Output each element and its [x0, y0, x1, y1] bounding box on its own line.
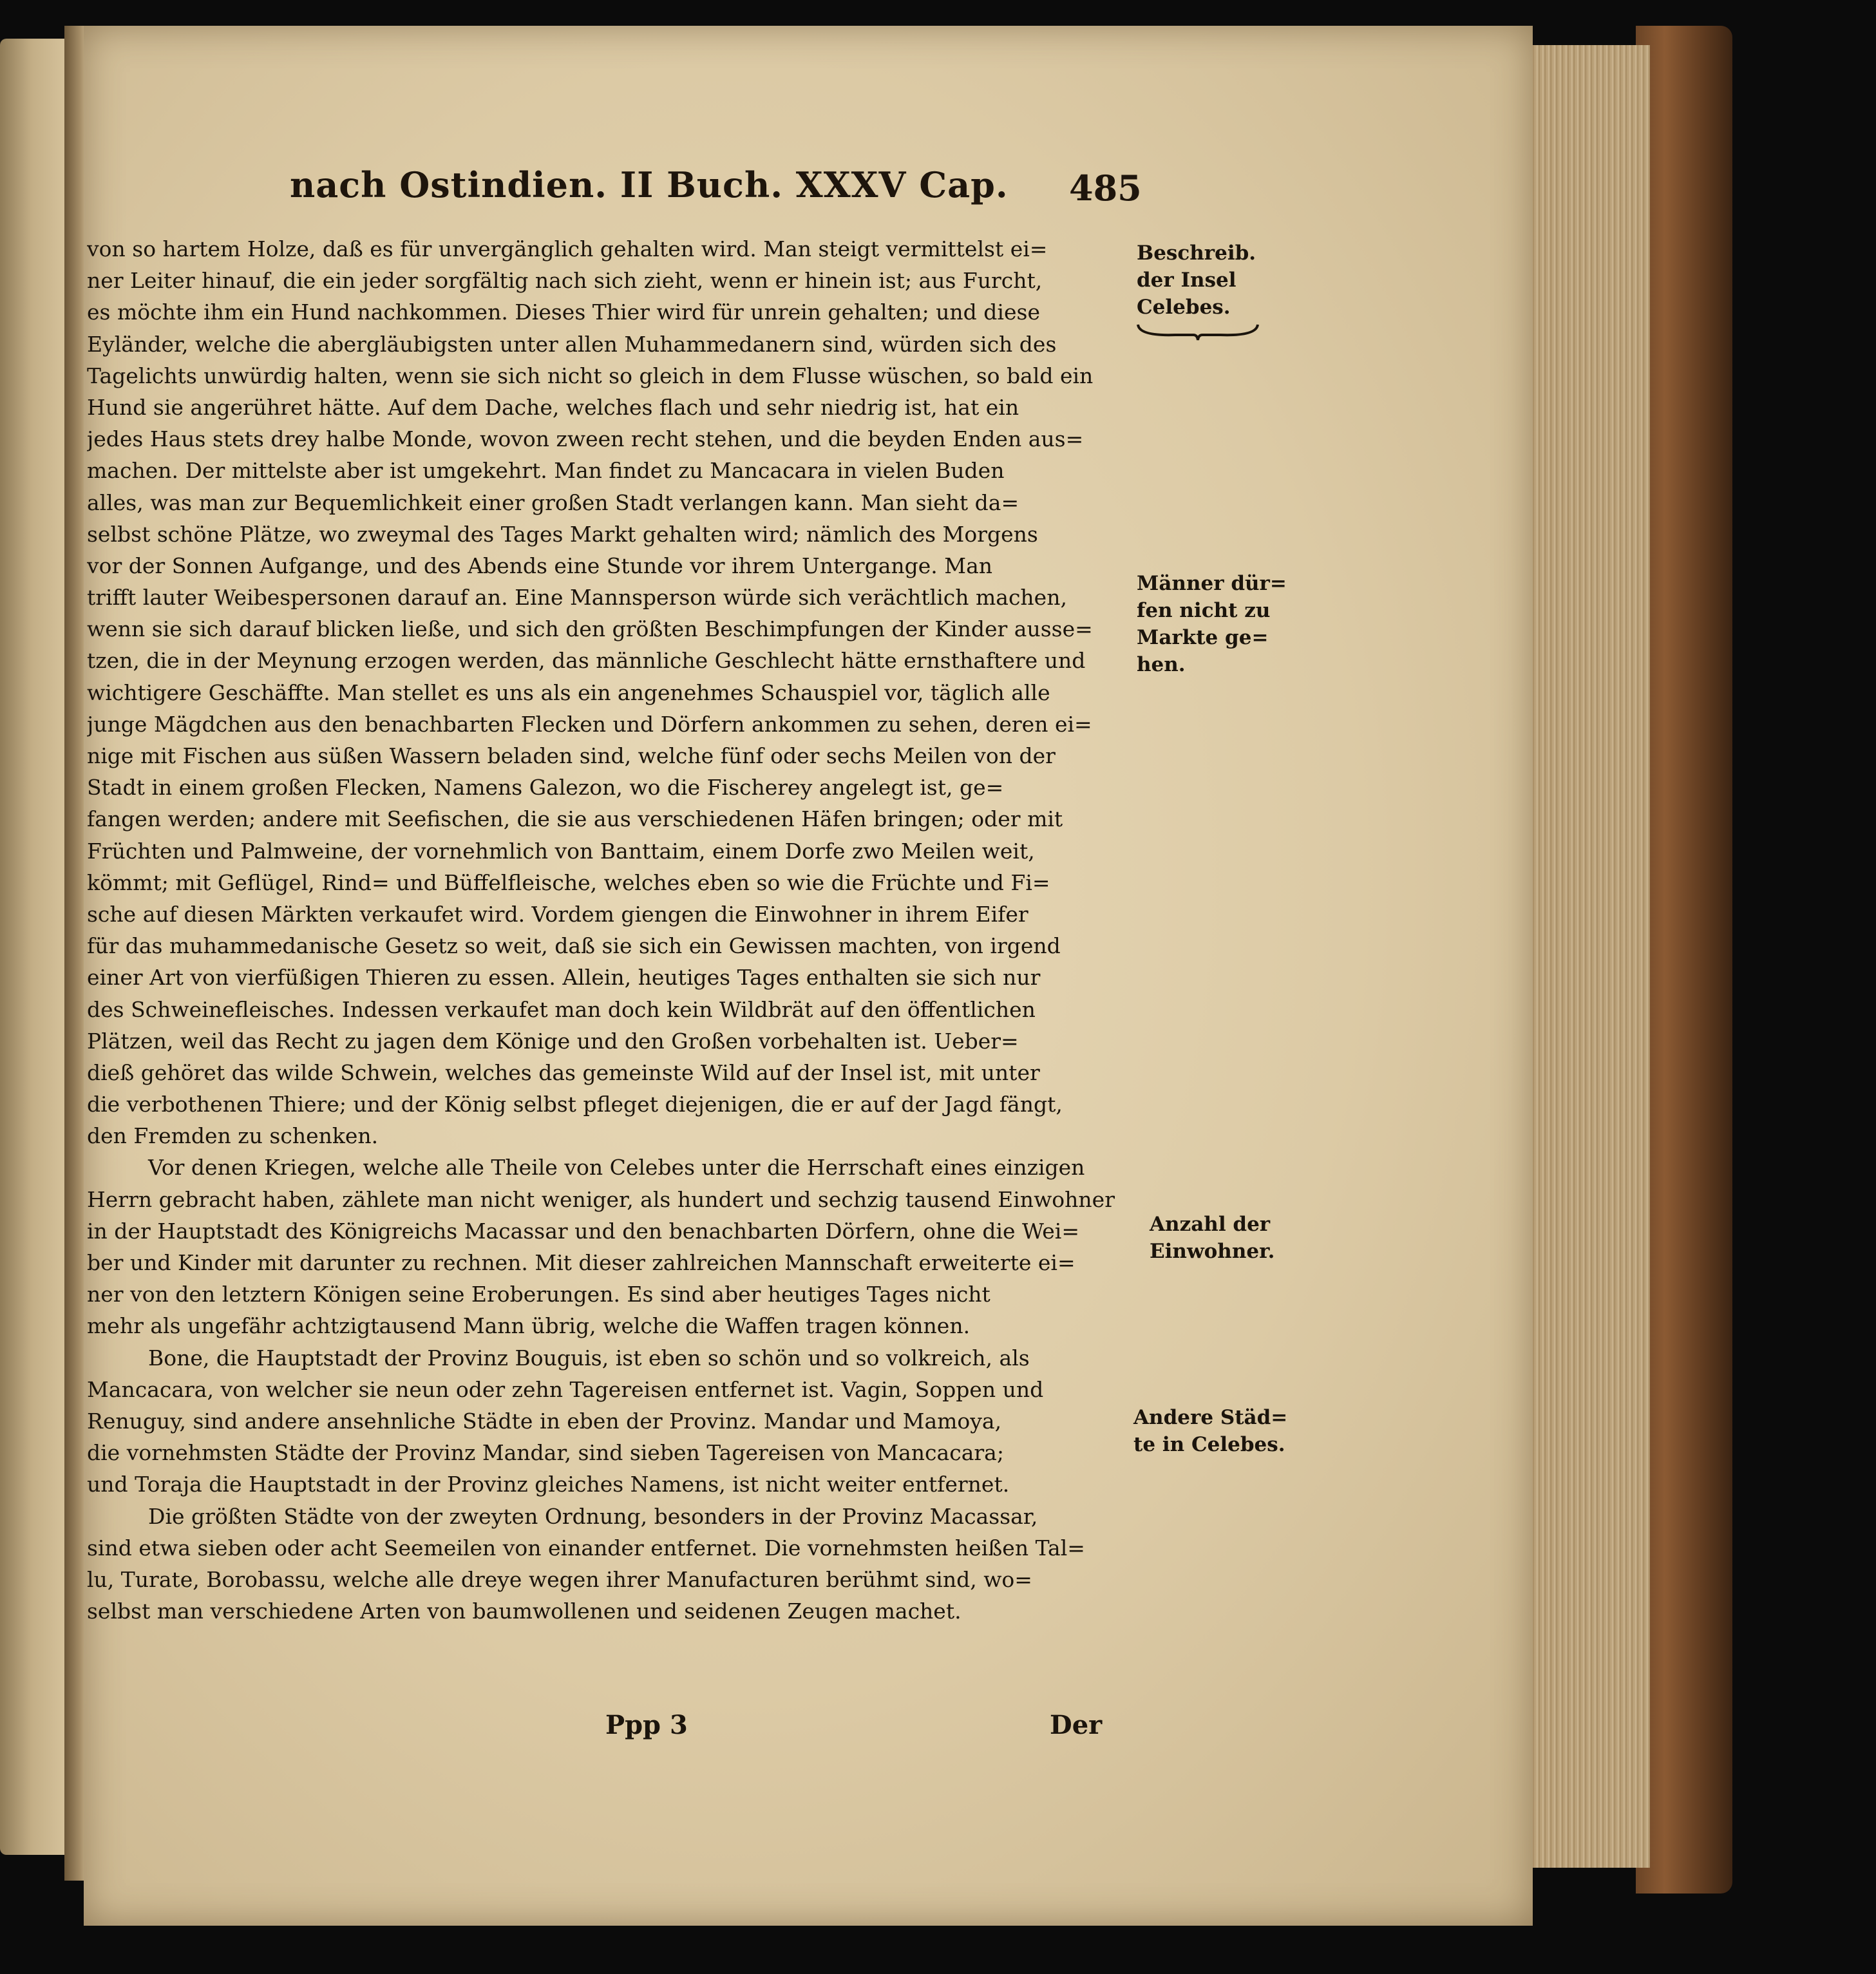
text-line: ber und Kinder mit darunter zu rechnen. Mit dieser zahlreichen Mannschaft erweiterte ei=: [87, 1250, 1075, 1275]
text-line: Tagelichts unwürdig halten, wenn sie sich nicht so gleich in dem Flusse wüschen, so bald ein: [87, 363, 1094, 388]
text-line: für das muhammedanische Gesetz so weit, daß sie sich ein Gewissen machten, von irgend: [87, 933, 1061, 959]
running-title: nach Ostindien. II Buch. XXXV Cap.: [290, 164, 1009, 205]
text-line: Vor denen Kriegen, welche alle Theile von Celebes unter die Herrschaft eines einzigen: [148, 1155, 1085, 1181]
marginal-note-population: [1150, 1211, 1304, 1265]
main-text-block: [87, 233, 1117, 1627]
text-line: kömmt; mit Geflügel, Rind= und Büffelfleische, welches eben so wie die Früchte und Fi=: [87, 869, 1050, 895]
left-page-edge: [0, 39, 71, 1855]
text-line: mehr als ungefähr achtzigtausend Mann übrig, welche die Waffen tragen können.: [87, 1313, 971, 1339]
text-line: jedes Haus stets drey halbe Monde, wovon zween recht stehen, und die beyden Enden aus=: [87, 426, 1084, 452]
catchword: Der: [1050, 1710, 1103, 1740]
text-line: vor der Sonnen Aufgange, und des Abends eine Stunde vor ihrem Untergange. Man: [87, 553, 992, 578]
marginal-line: der Insel: [1137, 269, 1236, 292]
text-line: ner Leiter hinauf, die ein jeder sorgfältig nach sich zieht, wenn er hinein ist; aus Furcht,: [87, 268, 1043, 294]
signature-mark: Ppp 3: [605, 1710, 688, 1740]
text-line: Plätzen, weil das Recht zu jagen dem Könige und den Großen vorbehalten ist. Ueber=: [87, 1028, 1019, 1054]
text-line: alles, was man zur Bequemlichkeit einer großen Stadt verlangen kann. Man sieht da=: [87, 489, 1019, 515]
text-line: Mancacara, von welcher sie neun oder zehn Tagereisen entfernet ist. Vagin, Soppen und: [87, 1376, 1044, 1402]
text-line: trifft lauter Weibespersonen darauf an. Eine Mannsperson würde sich verächtlich machen,: [87, 585, 1067, 611]
text-line: Die größten Städte von der zweyten Ordnung, besonders in der Provinz Macassar,: [148, 1503, 1038, 1529]
text-line: lu, Turate, Borobassu, welche alle dreye wegen ihrer Manufacturen berühmt sind, wo=: [87, 1566, 1032, 1592]
text-line: nige mit Fischen aus süßen Wassern beladen sind, welche fünf oder sechs Meilen von der: [87, 743, 1056, 768]
marginal-note-men: [1137, 570, 1291, 678]
text-line: einer Art von vierfüßigen Thieren zu essen. Allein, heutiges Tages enthalten sie sich nur: [87, 965, 1041, 991]
text-line: Eyländer, welche die abergläubigsten unter allen Muhammedanern sind, würden sich des: [87, 331, 1057, 357]
text-line: in der Hauptstadt des Königreichs Macassar und den benachbarten Dörfern, ohne die Wei=: [87, 1218, 1079, 1244]
text-line: es möchte ihm ein Hund nachkommen. Dieses Thier wird für unrein gehalten; und diese: [87, 299, 1040, 325]
marginal-line: Beschreib.: [1137, 242, 1256, 265]
text-line: selbst schöne Plätze, wo zweymal des Tages Markt gehalten wird; nämlich des Morgens: [87, 521, 1038, 547]
marginal-note-other-cities: [1133, 1404, 1288, 1458]
text-line: Stadt in einem großen Flecken, Namens Galezon, wo die Fischerey angelegt ist, ge=: [87, 775, 1004, 801]
page-number: 485: [1069, 167, 1142, 209]
marginal-line: Männer dür=: [1137, 572, 1287, 595]
marginal-line: Markte ge=: [1137, 626, 1269, 649]
text-line: und Toraja die Hauptstadt in der Provinz gleiches Namens, ist nicht weiter entfernet.: [87, 1472, 1010, 1497]
text-line: sind etwa sieben oder acht Seemeilen von einander entfernet. Die vornehmsten heißen Tal=: [87, 1535, 1085, 1561]
text-line: wichtigere Geschäffte. Man stellet es uns als ein angenehmes Schauspiel vor, täglich alle: [87, 679, 1050, 705]
marginal-note-description: [1137, 240, 1291, 321]
text-line: Bone, die Hauptstadt der Provinz Bouguis, ist eben so schön und so volkreich, als: [148, 1345, 1030, 1371]
text-line: machen. Der mittelste aber ist umgekehrt. Man findet zu Mancacara in vielen Buden: [87, 458, 1005, 484]
text-line: Herrn gebracht haben, zählete man nicht weniger, als hundert und sechzig tausend Einwohner: [87, 1186, 1115, 1212]
text-line: den Fremden zu schenken.: [87, 1123, 379, 1149]
text-line: dieß gehöret das wilde Schwein, welches das gemeinste Wild auf der Insel ist, mit unter: [87, 1059, 1040, 1085]
marginal-line: Einwohner.: [1150, 1240, 1275, 1263]
text-line: Renuguy, sind andere ansehnliche Städte in eben der Provinz. Mandar und Mamoya,: [87, 1408, 1002, 1434]
text-line: sche auf diesen Märkten verkaufet wird. Vordem giengen die Einwohner in ihrem Eifer: [87, 901, 1028, 927]
marginal-line: fen nicht zu: [1137, 599, 1271, 622]
marginal-line: Andere Städ=: [1133, 1406, 1288, 1429]
marginal-line: Celebes.: [1137, 296, 1231, 319]
text-line: des Schweinefleisches. Indessen verkaufet man doch kein Wildbrät auf den öffentlichen: [87, 996, 1036, 1022]
brace-mark: [1137, 322, 1259, 341]
text-line: ner von den letztern Königen seine Eroberungen. Es sind aber heutiges Tages nicht: [87, 1282, 990, 1307]
text-line: die vornehmsten Städte der Provinz Mandar, sind sieben Tagereisen von Mancacara;: [87, 1440, 1004, 1466]
text-line: die verbothenen Thiere; und der König selbst pfleget diejenigen, die er auf der Jagd fängt,: [87, 1092, 1063, 1117]
text-line: Früchten und Palmweine, der vornehmlich von Banttaim, einem Dorfe zwo Meilen weit,: [87, 838, 1035, 864]
text-line: wenn sie sich darauf blicken ließe, und sich den größten Beschimpfungen der Kinder ausse=: [87, 616, 1093, 642]
marginal-line: hen.: [1137, 653, 1186, 676]
text-line: Hund sie angerühret hätte. Auf dem Dache, welches flach und sehr niedrig ist, hat ein: [87, 394, 1019, 420]
book-cover-edge: [1636, 26, 1732, 1893]
marginal-line: te in Celebes.: [1133, 1433, 1285, 1456]
text-line: junge Mägdchen aus den benachbarten Flecken und Dörfern ankommen zu sehen, deren ei=: [87, 711, 1092, 737]
text-line: von so hartem Holze, daß es für unvergänglich gehalten wird. Man steigt vermittelst ei=: [87, 236, 1048, 261]
text-line: selbst man verschiedene Arten von baumwollenen und seidenen Zeugen machet.: [87, 1599, 962, 1624]
text-line: fangen werden; andere mit Seefischen, die sie aus verschiedenen Häfen bringen; oder mit: [87, 806, 1063, 832]
marginal-line: Anzahl der: [1150, 1213, 1271, 1236]
text-line: tzen, die in der Meynung erzogen werden, das männliche Geschlecht hätte ernsthaftere und: [87, 648, 1086, 674]
